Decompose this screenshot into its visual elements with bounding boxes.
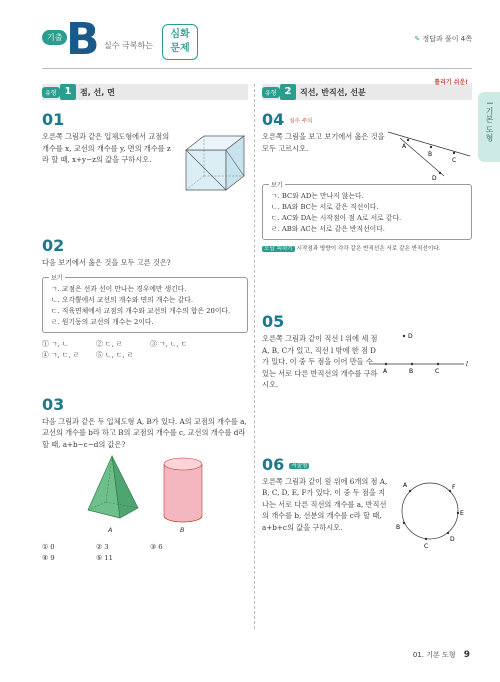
section-title: 직선, 반직선, 선분 bbox=[300, 88, 366, 97]
warning-tag: 틀리기 쉬운! bbox=[434, 79, 468, 86]
boki-item: ㄹ. AB와 AC는 서로 같은 반직선이다. bbox=[271, 225, 385, 233]
question-number: 05 bbox=[262, 312, 285, 331]
boki-item: ㄹ. 원기둥의 교선의 개수는 2이다. bbox=[51, 317, 154, 326]
point-c: C bbox=[452, 157, 457, 164]
cylinder-diagram bbox=[160, 456, 206, 524]
point-d: D bbox=[432, 175, 437, 182]
boki-label: 보기 bbox=[271, 182, 283, 189]
solids-figure bbox=[42, 454, 248, 536]
question-text: 오른쪽 그림과 같이 직선 l 위에 세 점 A, B, C가 있고, 직선 l 밖에 한 점 D가 있다. 이 중 두 점을 이어 만들 수 있는 서로 다른 반직선의 개수를 구하시오. bbox=[262, 334, 378, 389]
left-column bbox=[42, 84, 248, 564]
question-05 bbox=[262, 312, 472, 391]
chapter-side-tab-label: I 기본 도형 bbox=[485, 102, 494, 142]
section-number: 2 bbox=[280, 84, 296, 100]
section-type: 유형 bbox=[262, 87, 280, 98]
page-number: 9 bbox=[463, 650, 470, 660]
hint-text: 시작점과 방향이 각각 같은 반직선은 서로 같은 반직선이다. bbox=[296, 246, 441, 252]
header-subtitle: 실수 극복하는 bbox=[104, 41, 153, 50]
chapter-side-tab[interactable] bbox=[478, 92, 500, 162]
section-number: 1 bbox=[60, 84, 76, 100]
choice-1[interactable]: ① ㄱ, ㄴ bbox=[42, 339, 69, 348]
question-01 bbox=[42, 110, 248, 210]
question-number: 01 bbox=[42, 110, 65, 129]
question-tag: 실수 주의 bbox=[289, 118, 313, 125]
header-tag: 기출 bbox=[42, 30, 67, 45]
question-02 bbox=[42, 236, 248, 361]
circle-points-diagram bbox=[394, 471, 468, 549]
choice-3[interactable]: ③ 6 bbox=[150, 543, 163, 551]
point-d: D bbox=[408, 333, 413, 340]
section-title: 점, 선, 면 bbox=[80, 88, 115, 97]
point-b: B bbox=[409, 368, 414, 375]
question-number: 02 bbox=[42, 236, 65, 255]
section-type: 유형 bbox=[42, 87, 60, 98]
point-e: E bbox=[460, 509, 464, 517]
boki-item: ㄱ. 교점은 선과 선이 만나는 경우에만 생긴다. bbox=[51, 284, 187, 293]
answer-choices bbox=[42, 339, 248, 361]
point-c: C bbox=[424, 542, 429, 549]
question-text: 다음 그림과 같은 두 입체도형 A, B가 있다. A의 교점의 개수를 a, 교선의 개수를 b라 하고 B의 교점의 개수를 c, 교선의 개수를 d라 할 때, a+b−c−d의 값은? bbox=[42, 416, 247, 449]
point-b: B bbox=[428, 151, 433, 158]
choice-2[interactable]: ② 3 bbox=[96, 543, 109, 551]
question-06 bbox=[262, 454, 472, 549]
badge-line2: 문제 bbox=[170, 43, 190, 54]
pencil-icon: ✎ bbox=[414, 35, 421, 43]
question-03 bbox=[42, 395, 248, 565]
point-a: A bbox=[383, 368, 388, 375]
question-number: 03 bbox=[42, 394, 65, 414]
boki-item: ㄴ. BA와 BC는 서로 같은 직선이다. bbox=[271, 203, 379, 211]
solid-figure-diagram bbox=[182, 132, 248, 192]
point-a: A bbox=[403, 481, 408, 489]
answer-link-label: 정답과 풀이 4쪽 bbox=[422, 35, 472, 43]
choice-5[interactable]: ⑤ 11 bbox=[96, 554, 113, 562]
line-l: l bbox=[466, 361, 468, 368]
pyramid-diagram bbox=[82, 454, 142, 524]
choice-4[interactable]: ④ ㄱ, ㄷ, ㄹ bbox=[42, 350, 80, 359]
answer-choices bbox=[42, 542, 248, 564]
lines-diagram bbox=[386, 126, 472, 182]
label-b: B bbox=[180, 526, 185, 534]
header-badge bbox=[162, 24, 198, 60]
point-f: F bbox=[452, 483, 456, 491]
boki-box bbox=[42, 274, 248, 333]
question-text: 다음 보기에서 옳은 것을 모두 고른 것은? bbox=[42, 258, 171, 267]
answer-link[interactable] bbox=[414, 34, 472, 44]
boki-item: ㄴ. 오각뿔에서 교선의 개수와 면의 개수는 같다. bbox=[51, 295, 194, 304]
boki-item: ㄷ. AC와 DA는 시작점이 점 A로 서로 같다. bbox=[271, 214, 402, 222]
point-c: C bbox=[435, 368, 440, 375]
question-text: 오른쪽 그림을 보고 보기에서 옳은 것을 모두 고르시오. bbox=[262, 132, 385, 153]
section-bar-1 bbox=[42, 84, 248, 100]
question-text: 오른쪽 그림과 같이 원 위에 6개의 점 A, B, C, D, E, F가 있다. 이 중 두 점을 지나는 서로 다른 직선의 개수를 a, 반직선의 개수를 b, 선분의 개수를 c라 할 때, a+b+c의 값을 구하시오. bbox=[262, 476, 388, 532]
page-header bbox=[42, 14, 472, 68]
point-b: B bbox=[396, 523, 401, 531]
question-tag: 서술형 bbox=[291, 463, 308, 469]
column-divider bbox=[254, 84, 255, 629]
question-number: 04 bbox=[262, 110, 285, 129]
label-a: A bbox=[108, 526, 113, 534]
question-04 bbox=[262, 110, 472, 252]
header-rule bbox=[42, 68, 472, 69]
question-number: 06 bbox=[262, 454, 285, 474]
page-footer bbox=[413, 650, 470, 660]
point-d: D bbox=[450, 535, 455, 543]
choice-1[interactable]: ① 0 bbox=[42, 543, 55, 551]
right-column bbox=[262, 79, 472, 549]
header-letter: B bbox=[66, 14, 100, 65]
choice-5[interactable]: ⑤ ㄴ, ㄷ, ㄹ bbox=[96, 350, 134, 359]
boki-item: ㄷ. 직육면체에서 교점의 개수와 교선의 개수의 합은 20이다. bbox=[51, 306, 231, 315]
question-text: 오른쪽 그림과 같은 입체도형에서 교점의 개수를 x, 교선의 개수를 y, 면의 개수를 z라 할 때, x+y−z의 값을 구하시오. bbox=[42, 132, 171, 164]
choice-2[interactable]: ② ㄷ, ㄹ bbox=[96, 339, 123, 348]
boki-item: ㄱ. BC와 AD는 만나지 않는다. bbox=[271, 192, 364, 200]
choice-3[interactable]: ③ ㄱ, ㄴ, ㄷ bbox=[150, 339, 188, 348]
hint-row bbox=[262, 244, 472, 252]
boki-box bbox=[262, 184, 472, 240]
hint-tag: 오답 피하기 bbox=[264, 246, 293, 252]
section-bar-2 bbox=[262, 79, 472, 100]
point-a: A bbox=[402, 143, 407, 150]
choice-4[interactable]: ④ 9 bbox=[42, 554, 55, 562]
boki-label: 보기 bbox=[51, 274, 63, 282]
badge-line1: 심화 bbox=[170, 29, 190, 40]
line-points-diagram bbox=[368, 328, 472, 376]
footer-chapter: 01. 기본 도형 bbox=[412, 651, 456, 659]
